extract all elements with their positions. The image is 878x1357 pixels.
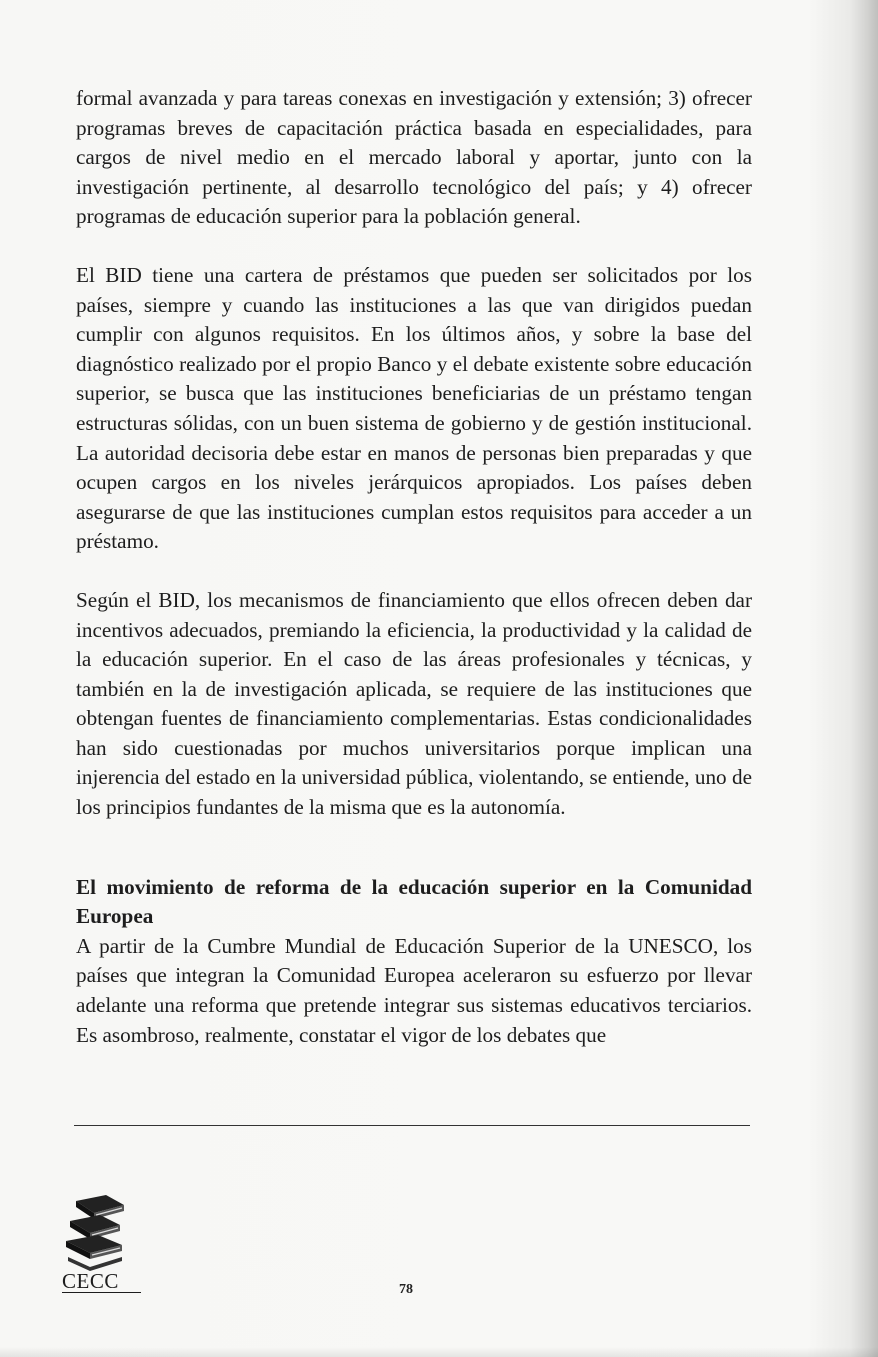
cecc-logo (58, 1195, 154, 1299)
scan-shadow-bottom (0, 1347, 878, 1357)
book-stack-icon (62, 1195, 132, 1273)
paragraph-4: A partir de la Cumbre Mundial de Educación Superior de la UNESCO, los países que integran la Comunidad Europea aceleraron su esfuerzo por llevar adelante una reforma que pretende integrar sus sistemas educativos terciarios. Es asombroso, realmente, constatar el vigor de los debates que (76, 933, 752, 1047)
footer-divider (74, 1125, 750, 1126)
paragraph-3: Según el BID, los mecanismos de financiamiento que ellos ofrecen deben dar incentivos adecuados, premiando la eficiencia, la productividad y la calidad de la educación superior. En el caso de las áreas profesionales y técnicas, y también en la de investigación aplicada, se requiere de las instituciones que obtengan fuentes de financiamiento complementarias. Estas condicionalidades han sido cuestionadas por muchos universitarios porque implican una injerencia del estado en la universidad pública, violentando, se entiende, uno de los principios fundantes de la misma que es la autonomía. (76, 587, 752, 820)
paragraph-1: formal avanzada y para tareas conexas en investigación y extensión; 3) ofrecer programas breves de capacitación práctica basada en especialidades, para cargos de nivel medio en el mercado laboral y aportar, junto con la investigación pertinente, al desarrollo tecnológico del país; y 4) ofrecer programas de educación superior para la población general. (76, 86, 752, 229)
scan-shadow-right (850, 0, 878, 1357)
page-number: 78 (399, 1282, 413, 1297)
body-text (76, 84, 752, 1050)
section-heading: El movimiento de reforma de la educación superior en la Comunidad Europea (76, 874, 752, 929)
logo-text: CECC (62, 1270, 141, 1293)
paragraph-2: El BID tiene una cartera de préstamos que pueden ser solicitados por los países, siempre y cuando las instituciones a las que van dirigidos puedan cumplir con algunos requisitos. En los últimos años, y sobre la base del diagnóstico realizado por el propio Banco y el debate existente sobre educación superior, se busca que las instituciones beneficiarias de un préstamo tengan estructuras sólidas, con un buen sistema de gobierno y de gestión institucional. La autoridad decisoria debe estar en manos de personas bien preparadas y que ocupen cargos en los niveles jerárquicos apropiados. Los países deben asegurarse de que las instituciones cumplan estos requisitos para acceder a un préstamo. (76, 262, 752, 554)
